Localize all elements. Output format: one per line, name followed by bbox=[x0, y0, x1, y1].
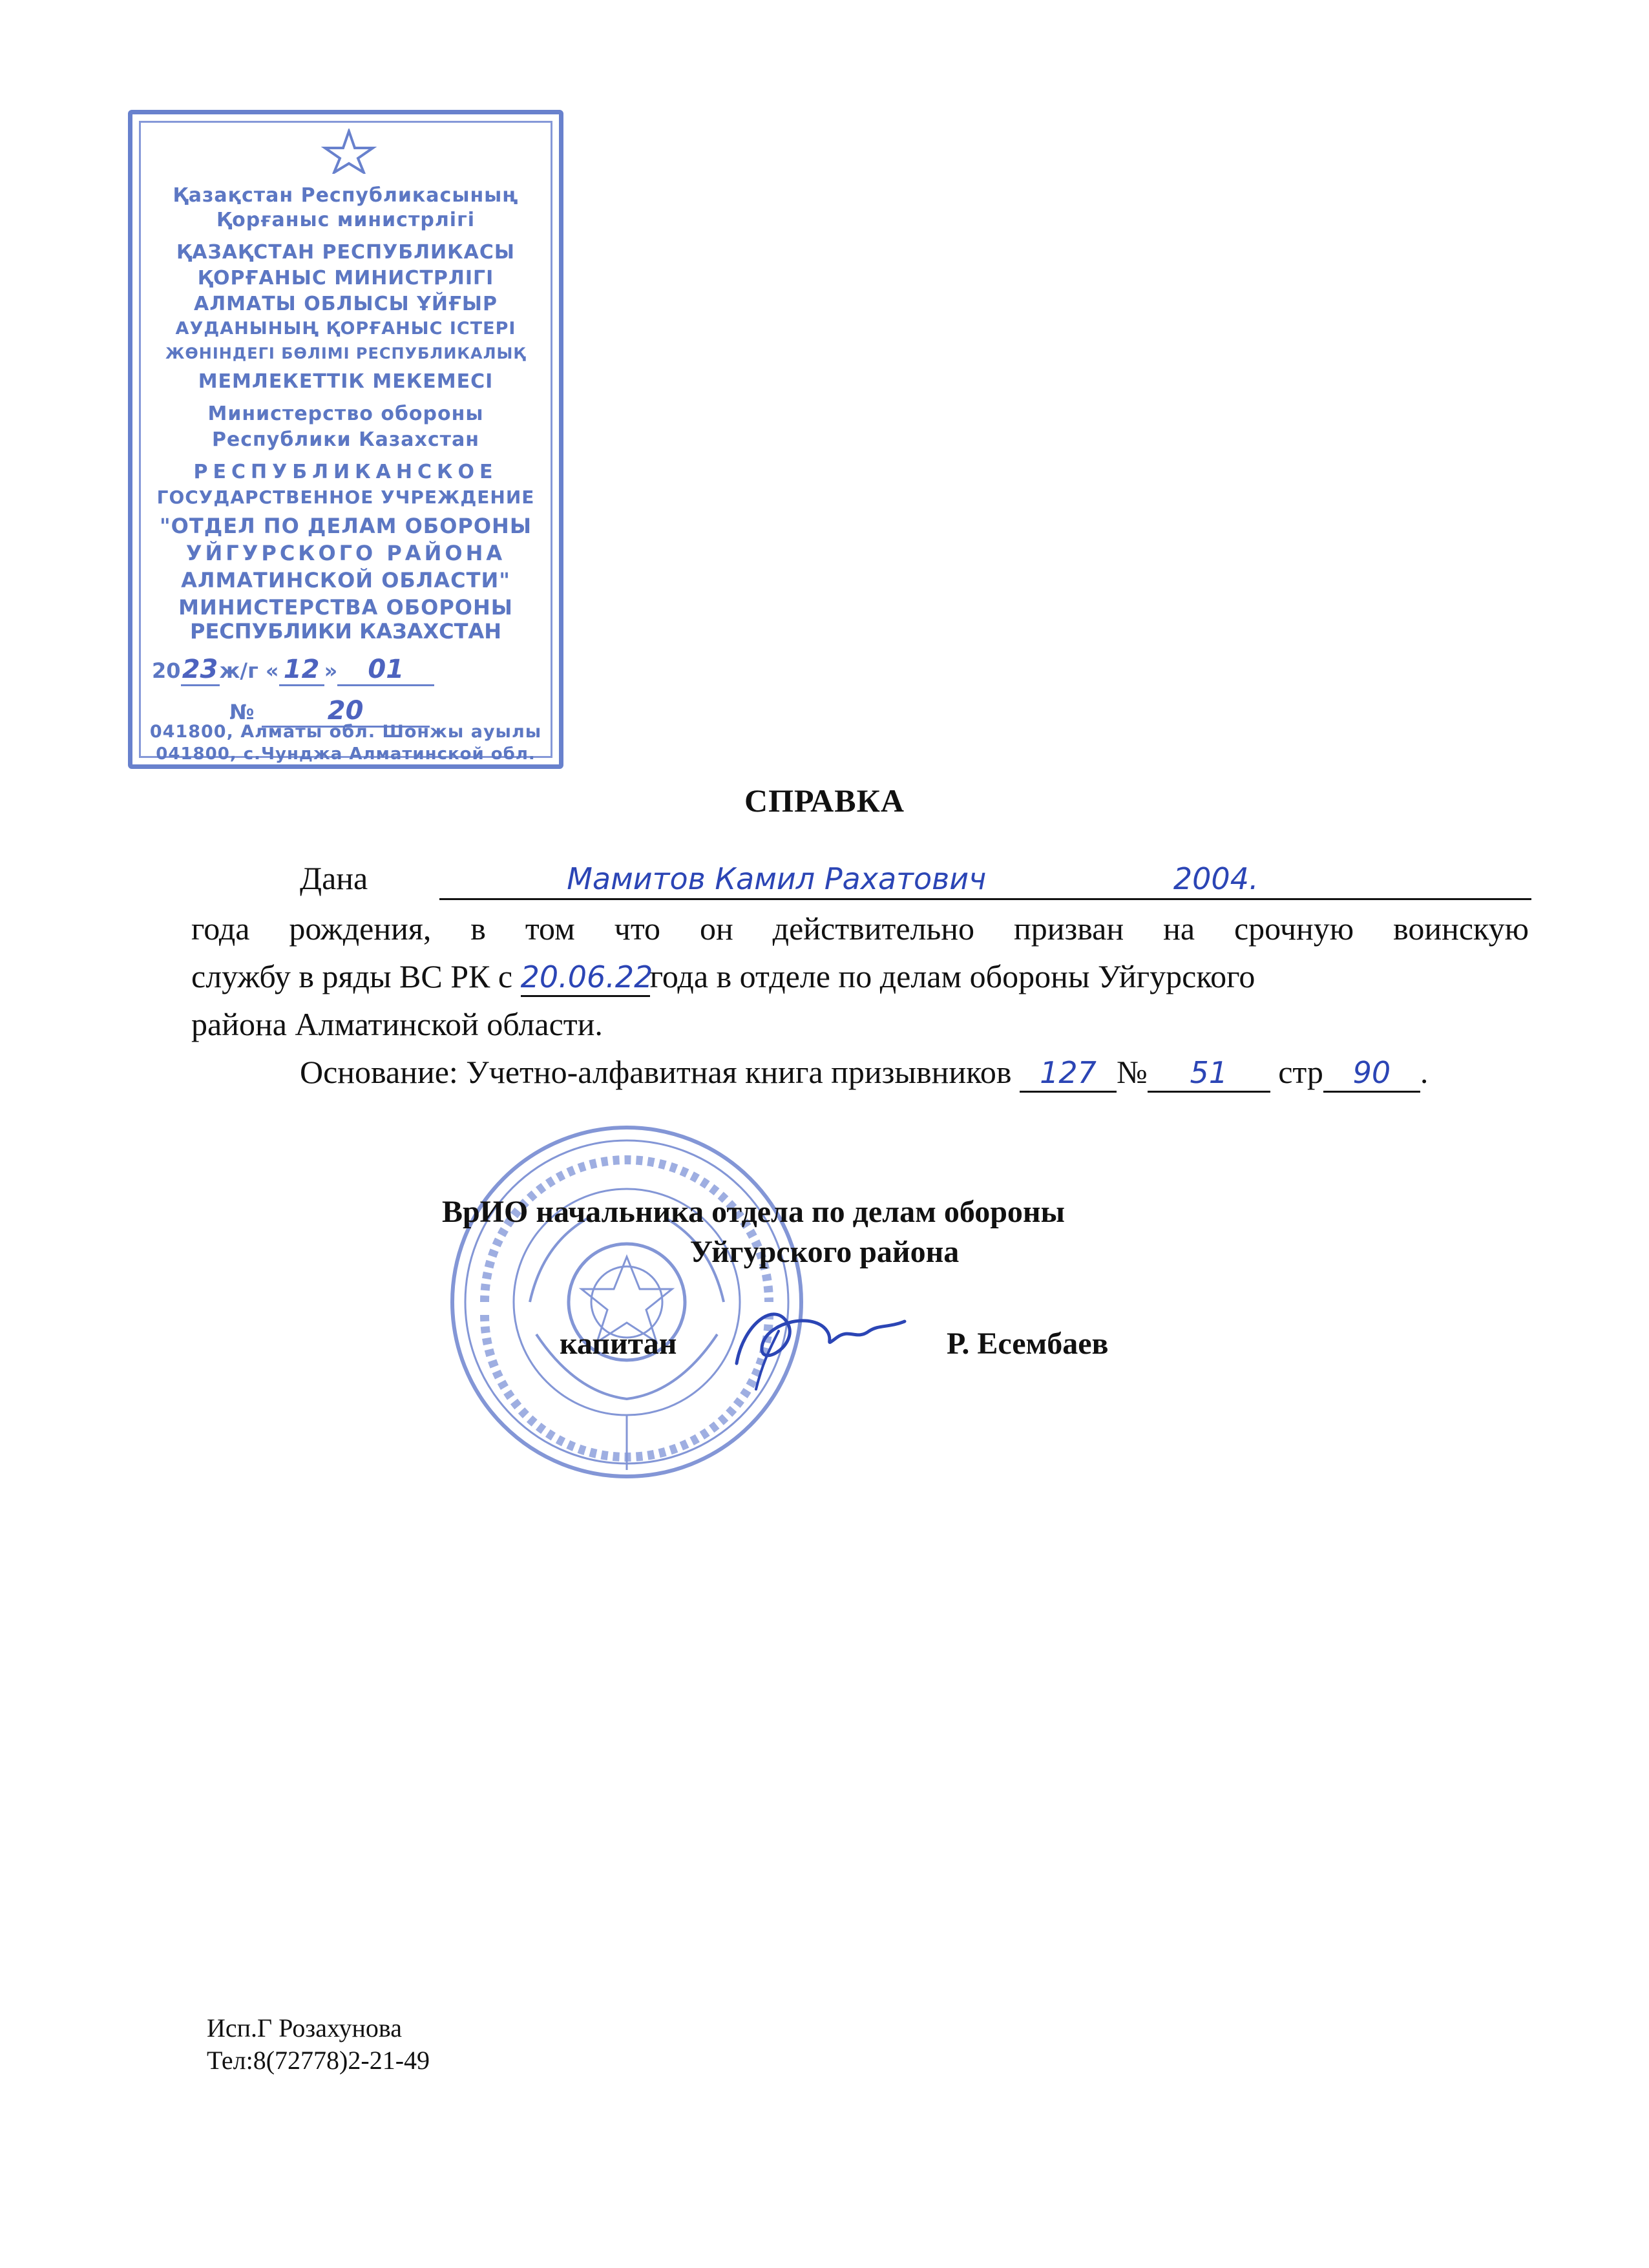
document-title: СПРАВКА bbox=[744, 782, 905, 819]
basis-label: Основание: Учетно-алфавитная книга призывников bbox=[300, 1054, 1012, 1090]
region-line: района Алматинской области. bbox=[191, 1006, 603, 1042]
stamp-line-13: "ОТДЕЛ ПО ДЕЛАМ ОБОРОНЫ bbox=[160, 514, 532, 538]
stamp-date bbox=[152, 655, 540, 686]
stamp-address-kz: 041800, Алматы обл. Шонжы ауылы bbox=[149, 722, 542, 742]
stamp-date-mid: ж/г « bbox=[219, 658, 279, 683]
basis-line bbox=[191, 1048, 1529, 1096]
stamp-line-11: РЕСПУБЛИКАНСКОЕ bbox=[193, 461, 498, 483]
signatory-title: ВрИО начальника отдела по делам обороны bbox=[441, 1195, 1066, 1229]
stamp-line-1: Қазақстан Республикасының bbox=[173, 184, 519, 207]
stamp-date-month: 01 bbox=[337, 655, 434, 686]
given-label: Дана bbox=[300, 860, 368, 896]
office-stamp bbox=[128, 110, 563, 769]
stamp-line-4: ҚОРҒАНЫС МИНИСТРЛІГІ bbox=[197, 267, 494, 289]
given-name: Мамитов Камил Рахатович bbox=[567, 861, 987, 896]
stamp-line-5: АЛМАТЫ ОБЛЫСЫ ҰЙҒЫР bbox=[194, 293, 498, 315]
given-underline bbox=[439, 898, 1531, 900]
given-year: 2004. bbox=[1173, 861, 1259, 896]
service-post: года в отделе по делам обороны Уйгурского bbox=[649, 958, 1255, 994]
stamp-line-8: МЕМЛЕКЕТТІК МЕКЕМЕСІ bbox=[198, 370, 494, 393]
executor-name: Исп.Г Розахунова bbox=[207, 2013, 402, 2042]
stamp-line-12: ГОСУДАРСТВЕННОЕ УЧРЕЖДЕНИЕ bbox=[156, 487, 535, 508]
stamp-line-6: АУДАНЫНЫҢ ҚОРҒАНЫС ІСТЕРІ bbox=[175, 319, 516, 339]
service-line bbox=[191, 952, 1529, 1000]
stamp-line-15: АЛМАТИНСКОЙ ОБЛАСТИ" bbox=[181, 568, 510, 593]
stamp-line-16: МИНИСТЕРСТВА ОБОРОНЫ bbox=[178, 595, 513, 620]
basis-num: 51 bbox=[1148, 1055, 1270, 1093]
basis-end: . bbox=[1420, 1054, 1429, 1090]
basis-num-label: № bbox=[1117, 1054, 1148, 1090]
stamp-number-label: № bbox=[229, 700, 255, 724]
handwritten-signature bbox=[717, 1286, 911, 1396]
stamp-line-2: Қорғаныс министрлігі bbox=[216, 209, 476, 231]
executor-phone: Тел:8(72778)2-21-49 bbox=[207, 2046, 430, 2075]
basis-page-label: стр bbox=[1278, 1054, 1323, 1090]
stamp-date-year: 23 bbox=[181, 655, 220, 686]
stamp-number-value: 20 bbox=[262, 696, 430, 728]
signatory-name: Р. Есембаев bbox=[947, 1327, 1109, 1361]
basis-book: 127 bbox=[1020, 1055, 1117, 1093]
stamp-address-ru: 041800, с.Чунджа Алматинской обл. bbox=[156, 744, 536, 764]
stamp-line-17: РЕСПУБЛИКИ КАЗАХСТАН bbox=[189, 619, 502, 644]
basis-page: 90 bbox=[1323, 1055, 1420, 1093]
stamp-line-7: ЖӨНІНДЕГІ БӨЛІМІ РЕСПУБЛИКАЛЫҚ bbox=[165, 344, 527, 362]
stamp-date-prefix: 20 bbox=[152, 658, 181, 683]
stamp-line-9: Министерство обороны bbox=[207, 403, 484, 425]
stamp-line-3: ҚАЗАҚСТАН РЕСПУБЛИКАСЫ bbox=[176, 241, 515, 264]
signatory-rank: капитан bbox=[560, 1327, 677, 1361]
stamp-line-10: Республики Казахстан bbox=[211, 428, 480, 451]
signatory-district: Уйгурского района bbox=[689, 1235, 960, 1269]
stamp-line-14: УЙГУРСКОГО РАЙОНА bbox=[185, 541, 506, 565]
service-date: 20.06.22 bbox=[521, 959, 650, 997]
stamp-date-close: » bbox=[324, 658, 338, 683]
emblem-star-icon bbox=[320, 129, 378, 174]
birth-line: года рождения, в том что он действительно призван на срочную воинскую bbox=[191, 910, 1529, 947]
stamp-date-day: 12 bbox=[279, 655, 324, 686]
service-pre: службу в ряды ВС РК с bbox=[191, 958, 513, 994]
given-line bbox=[191, 854, 1529, 902]
